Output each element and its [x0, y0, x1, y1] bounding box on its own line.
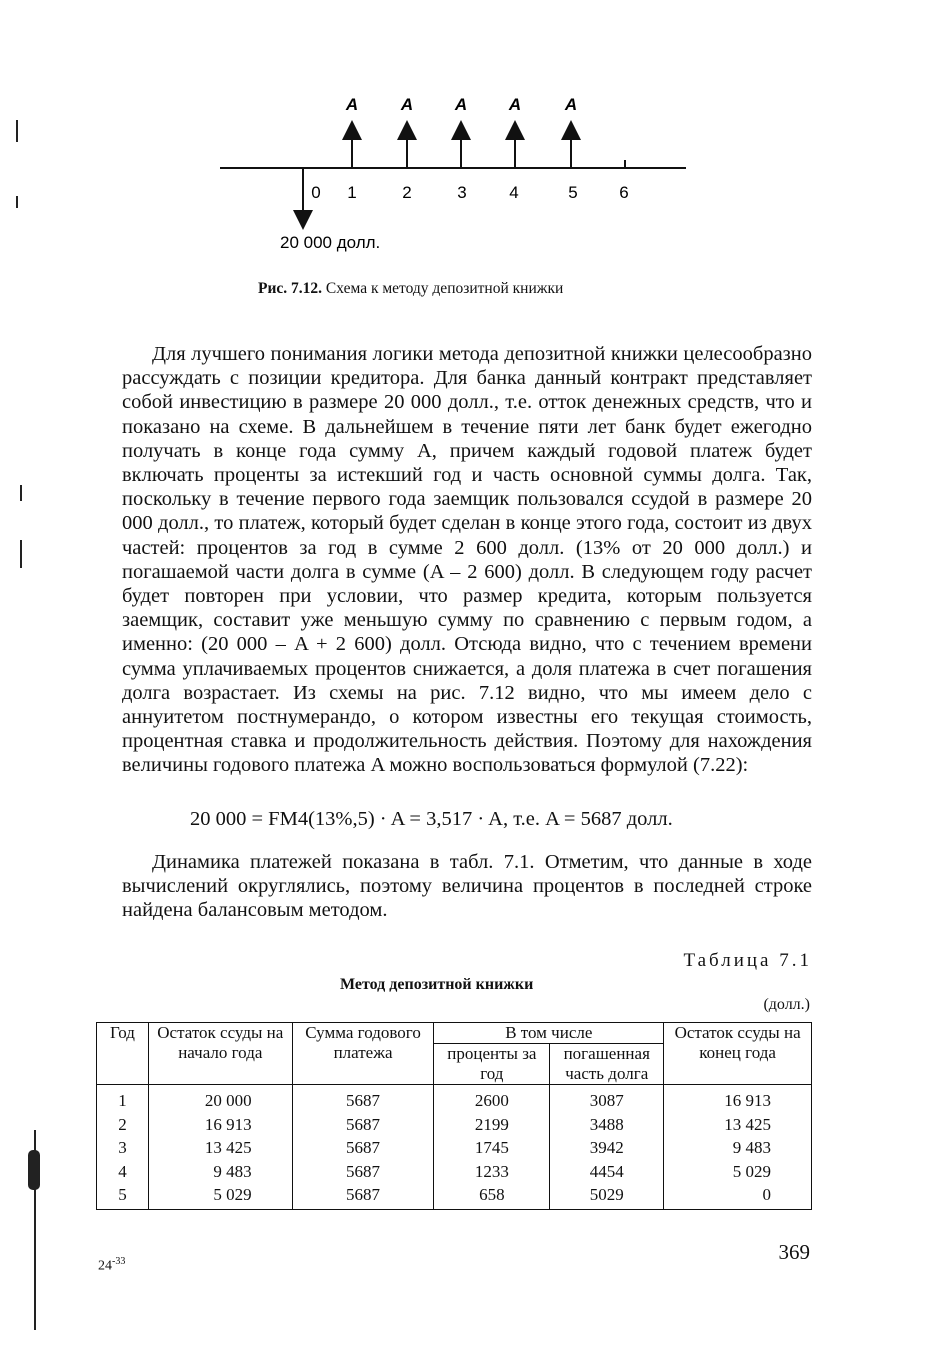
table-unit: (долл.) [763, 996, 810, 1013]
start-balance-cell: 20 000 [148, 1085, 292, 1113]
margin-mark [16, 120, 18, 142]
year-cell: 4 [97, 1160, 149, 1184]
start-balance-cell: 5 029 [148, 1183, 292, 1209]
year-cell: 2 [97, 1113, 149, 1137]
tick-label: 4 [509, 183, 519, 202]
principal-cell: 4454 [550, 1160, 664, 1184]
investment-label: 20 000 долл. [280, 233, 381, 252]
interest-cell: 2600 [434, 1085, 550, 1113]
principal-cell: 5029 [550, 1183, 664, 1209]
page-number: 369 [778, 1240, 810, 1264]
header-interest: проценты за год [434, 1044, 550, 1085]
tick-label: 2 [402, 183, 412, 202]
tick-label: 3 [457, 183, 467, 202]
header-start-balance: Остаток ссуды на начало года [148, 1023, 292, 1085]
margin-mark [16, 196, 18, 208]
end-balance-cell: 16 913 [664, 1085, 812, 1113]
margin-mark [28, 1150, 40, 1190]
cash-flow-diagram [0, 0, 934, 300]
payment-arrow-label: A [400, 95, 414, 114]
payment-cell: 5687 [292, 1160, 434, 1184]
header-principal: погашенная часть долга [550, 1044, 664, 1085]
header-annual-payment: Сумма годового платежа [292, 1023, 434, 1085]
start-balance-cell: 13 425 [148, 1136, 292, 1160]
payment-cell: 5687 [292, 1113, 434, 1137]
principal-cell: 3087 [550, 1085, 664, 1113]
payments-table [96, 1022, 812, 1210]
payment-arrow-label: A [564, 95, 578, 114]
printer-signature [98, 1256, 125, 1275]
payment-cell: 5687 [292, 1183, 434, 1209]
table-row [97, 1113, 812, 1137]
interest-cell: 658 [434, 1183, 550, 1209]
formula: 20 000 = FM4(13%,5) · A = 3,517 · A, т.е. A = 5687 долл. [190, 808, 673, 830]
table-label: Таблица 7.1 [683, 950, 812, 971]
interest-cell: 2199 [434, 1113, 550, 1137]
figure-caption-prefix: Рис. 7.12. [258, 280, 323, 297]
header-year: Год [97, 1023, 149, 1085]
table-body [97, 1085, 812, 1210]
margin-mark [20, 540, 22, 568]
payment-arrow-label: A [508, 95, 522, 114]
table-row [97, 1136, 812, 1160]
start-balance-cell: 16 913 [148, 1113, 292, 1137]
figure-caption [258, 280, 563, 298]
year-cell: 3 [97, 1136, 149, 1160]
margin-mark [20, 485, 22, 501]
table-title: Метод депозитной книжки [340, 976, 534, 993]
header-including: В том числе [434, 1023, 664, 1044]
table-row [97, 1183, 812, 1209]
tick-label: 5 [568, 183, 578, 202]
end-balance-cell: 0 [664, 1183, 812, 1209]
start-balance-cell: 9 483 [148, 1160, 292, 1184]
principal-cell: 3942 [550, 1136, 664, 1160]
end-balance-cell: 13 425 [664, 1113, 812, 1137]
interest-cell: 1745 [434, 1136, 550, 1160]
tick-label: 0 [311, 183, 321, 202]
figure-caption-text: Схема к методу депозитной книжки [325, 280, 564, 297]
principal-cell: 3488 [550, 1113, 664, 1137]
signature-sup: -33 [112, 1256, 126, 1267]
end-balance-cell: 5 029 [664, 1160, 812, 1184]
signature-text: 24 [98, 1258, 112, 1274]
end-balance-cell: 9 483 [664, 1136, 812, 1160]
year-cell: 1 [97, 1085, 149, 1113]
year-cell: 5 [97, 1183, 149, 1209]
payment-arrow-label: A [345, 95, 359, 114]
payment-cell: 5687 [292, 1085, 434, 1113]
interest-cell: 1233 [434, 1160, 550, 1184]
tick-label: 1 [347, 183, 357, 202]
header-end-balance: Остаток ссуды на конец года [664, 1023, 812, 1085]
table-row [97, 1085, 812, 1113]
payment-cell: 5687 [292, 1136, 434, 1160]
paragraph-2: Динамика платежей показана в табл. 7.1. Отметим, что данные в ходе вычислений округлялись, поэтому величина процентов в последней строке найдена балансовым методом. [122, 851, 812, 922]
table-row [97, 1160, 812, 1184]
payment-arrow-label: A [454, 95, 468, 114]
tick-label: 6 [619, 183, 629, 202]
paragraph-1: Для лучшего понимания логики метода депозитной книжки целесообразно рассуждать с позиции кредитора. Для банка данный контракт представляет собой инвестицию в размере 20 000 долл., т.е. отток денежных средств, что и показано на схеме. В дальнейшем в течение пяти лет банк будет ежегодно получать в конце года сумму A, причем каждый годовой платеж будет включать проценты за истекший год и часть основной суммы долга. Так, поскольку в течение первого года заемщик пользовался ссудой в размере 20 000 долл., то платеж, который будет сделан в конце этого года, состоит из двух частей: процентов за год в сумме 2 600 долл. (13% от 20 000 долл.) и погашаемой части долга в сумме (A – 2 600) долл. В следующем году расчет будет повторен при условии, что размер кредита, которым пользуется заемщик, составит уже меньшую сумму по сравнению с первым годом, а именно: (20 000 – A + 2 600) долл. Отсюда видно, что с течением времени сумма уплачиваемых процентов снижается, а доля платежа в счет погашения долга возрастает. Из схемы на рис. 7.12 видно, что мы имеем дело с аннуитетом постнумерандо, о котором известны его текущая стоимость, процентная ставка и продолжительность действия. Поэтому для нахождения величины годового платежа A можно воспользоваться формулой (7.22): [122, 343, 812, 777]
